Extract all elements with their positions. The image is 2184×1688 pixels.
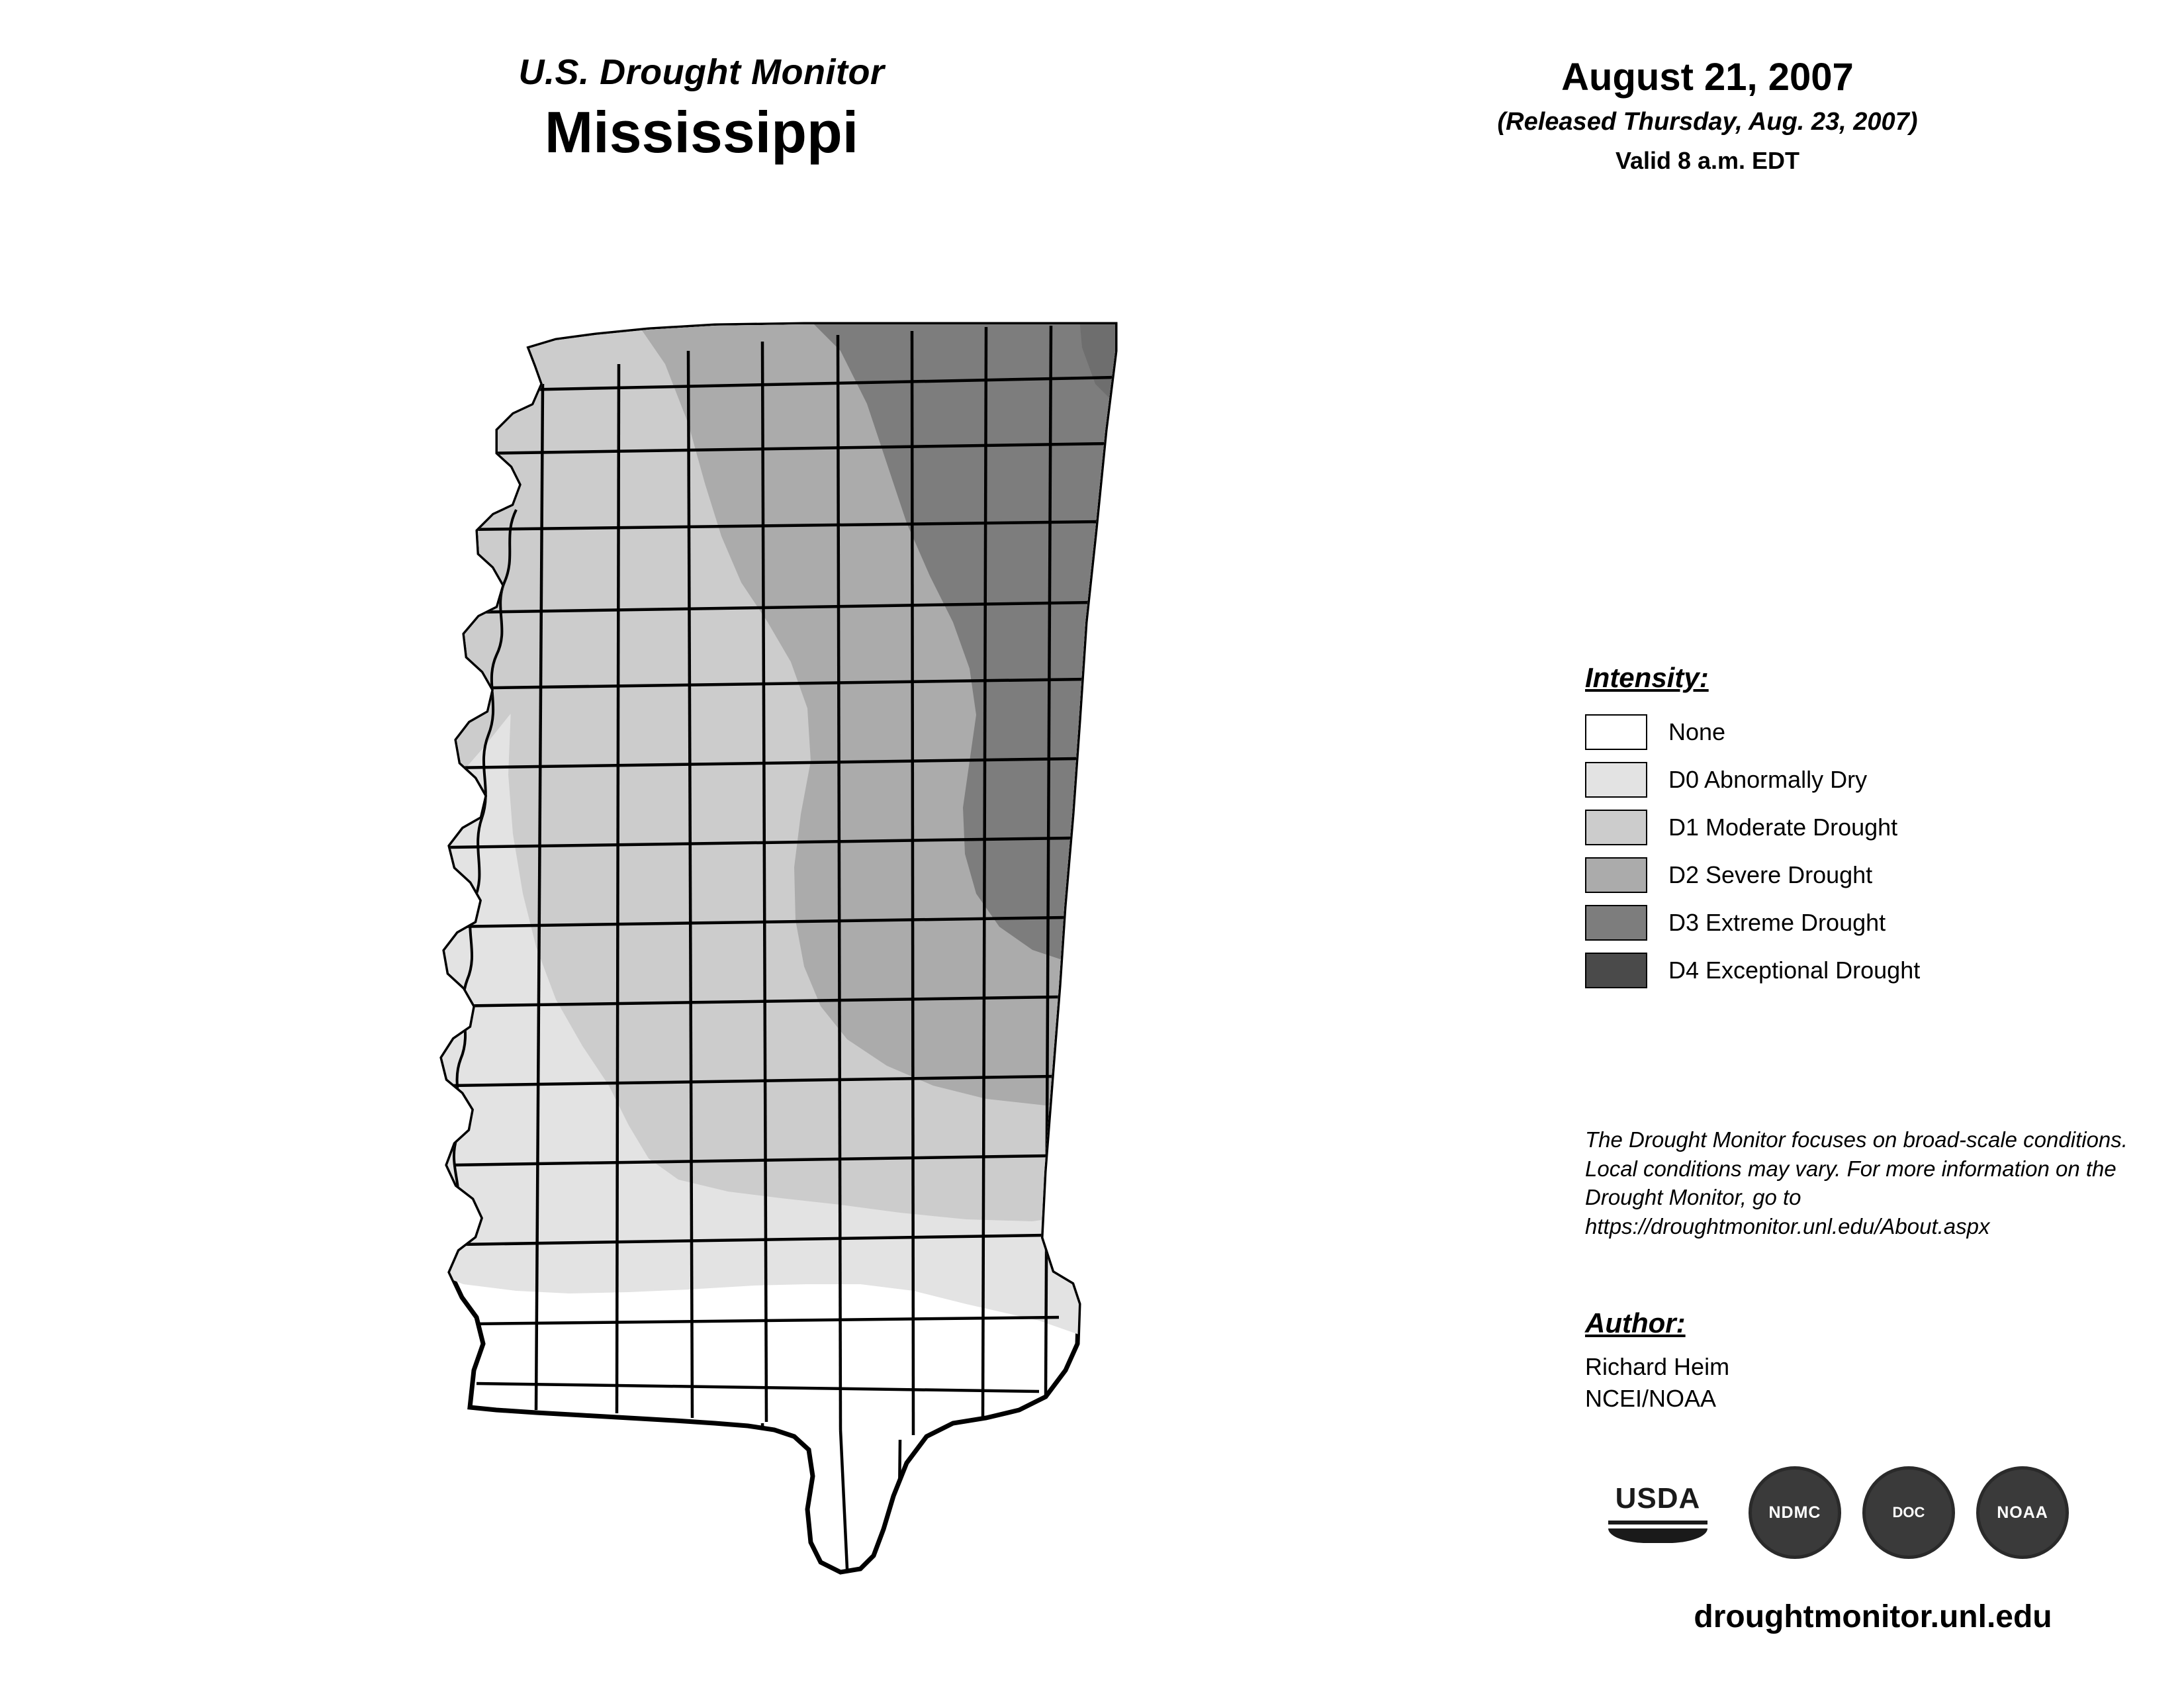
legend-swatch-d1 [1585, 810, 1647, 845]
author-name: Richard Heim [1585, 1353, 1730, 1380]
header-date-block [1377, 56, 2038, 175]
legend-swatch-d3 [1585, 905, 1647, 941]
noaa-logo-text: NOAA [1997, 1503, 2048, 1522]
logo-row [1588, 1456, 2118, 1569]
state-title: Mississippi [544, 99, 859, 165]
drought-map [318, 311, 1443, 1609]
usda-logo-swoosh [1608, 1528, 1707, 1543]
ndmc-logo-text: NDMC [1768, 1503, 1821, 1522]
usda-logo [1588, 1473, 1727, 1552]
disclaimer-text: The Drought Monitor focuses on broad-scale conditions. Local conditions may vary. For more information on the Drought Monitor, go to https://droughtmonitor.unl.edu/About.aspx [1585, 1127, 2128, 1239]
legend-label-none: None [1668, 718, 1726, 745]
legend-swatch-d0 [1585, 762, 1647, 798]
legend-item-none [1585, 708, 2115, 756]
program-title: U.S. Drought Monitor [518, 52, 885, 92]
legend-item-d0 [1585, 756, 2115, 804]
legend-swatch-d2 [1585, 857, 1647, 893]
legend-swatch-d4 [1585, 953, 1647, 988]
author-heading: Author: [1585, 1307, 1686, 1338]
header-title-block [371, 53, 1032, 166]
usdc-logo [1862, 1466, 1955, 1559]
legend-item-d1 [1585, 804, 2115, 851]
author-block [1585, 1307, 2115, 1415]
legend [1585, 662, 2115, 994]
usdc-logo-text: DOC [1892, 1504, 1925, 1521]
legend-label-d4: D4 Exceptional Drought [1668, 957, 1921, 984]
legend-label-d1: D1 Moderate Drought [1668, 814, 1898, 841]
legend-item-d3 [1585, 899, 2115, 947]
legend-title: Intensity: [1585, 662, 1709, 693]
legend-label-d2: D2 Severe Drought [1668, 861, 1873, 888]
site-url[interactable]: droughtmonitor.unl.edu [1694, 1599, 2052, 1634]
usda-logo-text: USDA [1615, 1482, 1701, 1515]
legend-swatch-none [1585, 714, 1647, 750]
legend-label-d3: D3 Extreme Drought [1668, 909, 1886, 936]
ndmc-logo [1749, 1466, 1841, 1559]
legend-label-d0: D0 Abnormally Dry [1668, 766, 1868, 793]
valid-date: August 21, 2007 [1561, 56, 1854, 99]
noaa-logo [1976, 1466, 2069, 1559]
release-date: (Released Thursday, Aug. 23, 2007) [1497, 107, 1918, 136]
author-affiliation: NCEI/NOAA [1585, 1384, 1717, 1412]
legend-item-d4 [1585, 947, 2115, 994]
valid-time: Valid 8 a.m. EDT [1615, 146, 1800, 174]
legend-item-d2 [1585, 851, 2115, 899]
usda-logo-rule [1608, 1521, 1707, 1524]
